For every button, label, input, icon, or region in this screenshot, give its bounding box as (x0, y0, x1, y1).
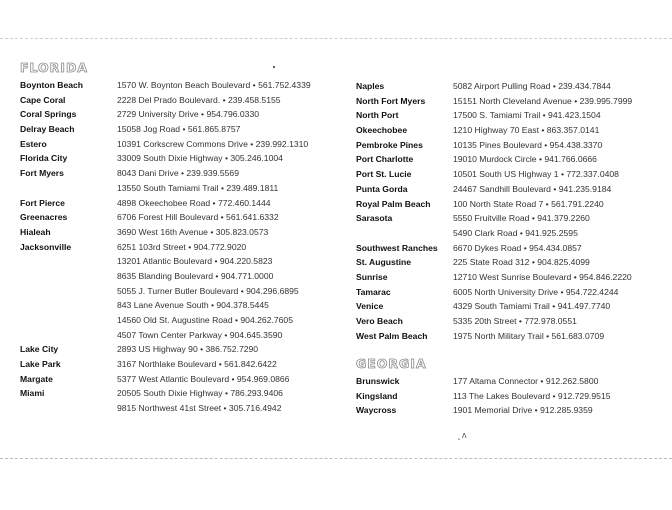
location-row (20, 93, 320, 108)
store-address: 6670 Dykes Road • 954.434.0857 (453, 242, 582, 253)
store-address: 1210 Highway 70 East • 863.357.0141 (453, 125, 600, 136)
location-row (356, 329, 656, 344)
location-row (20, 328, 320, 343)
location-row (356, 182, 656, 197)
city-name: Port Charlotte (356, 154, 414, 165)
store-address: 15058 Jog Road • 561.865.8757 (117, 124, 241, 135)
location-row (356, 197, 656, 212)
location-row (20, 196, 320, 211)
city-name: Pembroke Pines (356, 139, 423, 150)
store-address: 9815 Northwest 41st Street • 305.716.4942 (117, 403, 282, 414)
location-row (356, 108, 656, 123)
city-name: Waycross (356, 405, 397, 416)
city-name: Coral Springs (20, 109, 77, 120)
location-row (20, 107, 320, 122)
location-row (356, 226, 656, 241)
store-address: 14560 Old St. Augustine Road • 904.262.7605 (117, 315, 293, 325)
location-row (20, 269, 320, 284)
city-name: Fort Pierce (20, 197, 65, 208)
location-row (356, 94, 656, 109)
florida-heading: FLORIDA (20, 60, 89, 75)
store-address: 15151 North Cleveland Avenue • 239.995.7999 (453, 95, 633, 106)
city-name: Southwest Ranches (356, 242, 438, 253)
store-address: 8043 Dani Drive • 239.939.5569 (117, 168, 239, 179)
location-row (356, 403, 656, 418)
location-row (356, 123, 656, 138)
city-name: Punta Gorda (356, 183, 408, 194)
store-address: 13550 South Tamiami Trail • 239.489.1811 (117, 182, 279, 193)
store-address: 19010 Murdock Circle • 941.766.0666 (453, 154, 597, 165)
city-name: Lake Park (20, 359, 61, 370)
city-name: Miami (20, 388, 45, 399)
city-name: Okeechobee (356, 125, 408, 136)
city-name: Hialeah (20, 226, 51, 237)
store-address: 13201 Atlantic Boulevard • 904.220.5823 (117, 256, 273, 267)
store-address: 6706 Forest Hill Boulevard • 561.641.6332 (117, 212, 279, 223)
location-row (20, 254, 320, 269)
city-name: Florida City (20, 153, 68, 164)
store-address: 4507 Town Center Parkway • 904.645.3590 (117, 329, 283, 340)
city-name: Kingsland (356, 390, 398, 401)
bottom-divider (0, 458, 672, 459)
city-name: Fort Myers (20, 168, 64, 179)
city-name: St. Augustine (356, 257, 412, 268)
location-row (356, 255, 656, 270)
store-address: 20505 South Dixie Highway • 786.293.9406 (117, 388, 283, 399)
scan-speck (273, 66, 275, 68)
city-name: Brunswick (356, 376, 400, 386)
store-address: 2729 University Drive • 954.796.0330 (117, 109, 260, 120)
location-row (356, 79, 656, 94)
city-name: Sarasota (356, 213, 393, 224)
store-address: 3690 West 16th Avenue • 305.823.0573 (117, 226, 269, 237)
store-address: 1901 Memorial Drive • 912.285.9359 (453, 405, 593, 416)
store-address: 113 The Lakes Boulevard • 912.729.9515 (453, 390, 611, 401)
store-address: 225 State Road 312 • 904.825.4099 (453, 257, 590, 268)
store-address: 5490 Clark Road • 941.925.2595 (453, 227, 578, 238)
store-address: 17500 S. Tamiami Trail • 941.423.1504 (453, 110, 601, 121)
store-address: 177 Altama Connector • 912.262.5800 (453, 376, 599, 386)
city-name: Vero Beach (356, 316, 403, 326)
location-row (20, 181, 320, 196)
city-name: Tamarac (356, 286, 391, 297)
city-name: Sunrise (356, 271, 388, 282)
store-address: 24467 Sandhill Boulevard • 941.235.9184 (453, 183, 612, 194)
store-address: 3167 Northlake Boulevard • 561.842.6422 (117, 359, 277, 370)
location-row (356, 138, 656, 153)
florida-left-list (20, 78, 320, 416)
store-address: 10391 Corkscrew Commons Drive • 239.992.1310 (117, 138, 309, 149)
city-name: Margate (20, 373, 53, 384)
store-address: 5377 West Atlantic Boulevard • 954.969.0866 (117, 373, 290, 384)
location-row (356, 285, 656, 300)
store-address: 8635 Blanding Boulevard • 904.771.0000 (117, 270, 274, 281)
store-address: 4898 Okeechobee Road • 772.460.1444 (117, 197, 271, 208)
location-row (20, 386, 320, 401)
store-address: 1975 North Military Trail • 561.683.0709 (453, 330, 605, 341)
city-name: Greenacres (20, 212, 68, 223)
store-address: 5550 Fruitville Road • 941.379.2260 (453, 213, 590, 224)
location-row (20, 122, 320, 137)
store-address: 10501 South US Highway 1 • 772.337.0408 (453, 169, 619, 180)
location-row (20, 298, 320, 313)
city-name: Venice (356, 301, 384, 312)
location-row (356, 374, 656, 389)
location-row (20, 372, 320, 387)
city-name: Port St. Lucie (356, 169, 412, 180)
store-address: 6251 103rd Street • 904.772.9020 (117, 241, 247, 252)
florida-right-list (356, 79, 656, 343)
store-address: 5055 J. Turner Butler Boulevard • 904.296.6895 (117, 285, 299, 296)
store-address: 6005 North University Drive • 954.722.4244 (453, 286, 619, 297)
city-name: Naples (356, 81, 385, 91)
city-name: Estero (20, 138, 47, 149)
city-name: North Fort Myers (356, 95, 426, 106)
store-address: 4329 South Tamiami Trail • 941.497.7740 (453, 301, 611, 312)
location-row (20, 78, 320, 93)
city-name: Royal Palm Beach (356, 198, 431, 209)
georgia-heading: GEORGIA (356, 356, 427, 371)
location-row (356, 211, 656, 226)
location-row (356, 314, 656, 329)
store-address: 33009 South Dixie Highway • 305.246.1004 (117, 153, 283, 164)
location-row (20, 313, 320, 328)
location-row (20, 342, 320, 357)
store-address: 12710 West Sunrise Boulevard • 954.846.2220 (453, 271, 632, 282)
city-name: North Port (356, 110, 399, 121)
location-row (20, 166, 320, 181)
store-address: 843 Lane Avenue South • 904.378.5445 (117, 300, 269, 311)
location-row (20, 401, 320, 416)
location-row (356, 152, 656, 167)
store-address: 10135 Pines Boulevard • 954.438.3370 (453, 139, 603, 150)
location-row (20, 137, 320, 152)
location-row (20, 240, 320, 255)
city-name: Delray Beach (20, 124, 75, 135)
location-row (356, 241, 656, 256)
location-row (356, 299, 656, 314)
city-name: Jacksonville (20, 241, 72, 252)
store-address: 2893 US Highway 90 • 386.752.7290 (117, 344, 259, 355)
store-address: 5082 Airport Pulling Road • 239.434.7844 (453, 81, 611, 91)
city-name: West Palm Beach (356, 330, 428, 341)
location-row (356, 389, 656, 404)
location-row (20, 284, 320, 299)
store-address: 1570 W. Boynton Beach Boulevard • 561.752.4339 (117, 80, 311, 90)
location-row (20, 357, 320, 372)
location-row (20, 151, 320, 166)
store-address: 2228 Del Prado Boulevard. • 239.458.5155 (117, 94, 281, 105)
top-divider (0, 38, 672, 39)
city-name: Boynton Beach (20, 80, 84, 90)
location-row (20, 225, 320, 240)
georgia-list (356, 374, 656, 418)
location-row (356, 270, 656, 285)
city-name: Cape Coral (20, 94, 66, 105)
ink-mark: ˛ʌ (458, 430, 468, 440)
location-row (356, 167, 656, 182)
store-address: 5335 20th Street • 772.978.0551 (453, 316, 577, 326)
location-row (20, 210, 320, 225)
city-name: Lake City (20, 344, 59, 355)
store-address: 100 North State Road 7 • 561.791.2240 (453, 198, 604, 209)
